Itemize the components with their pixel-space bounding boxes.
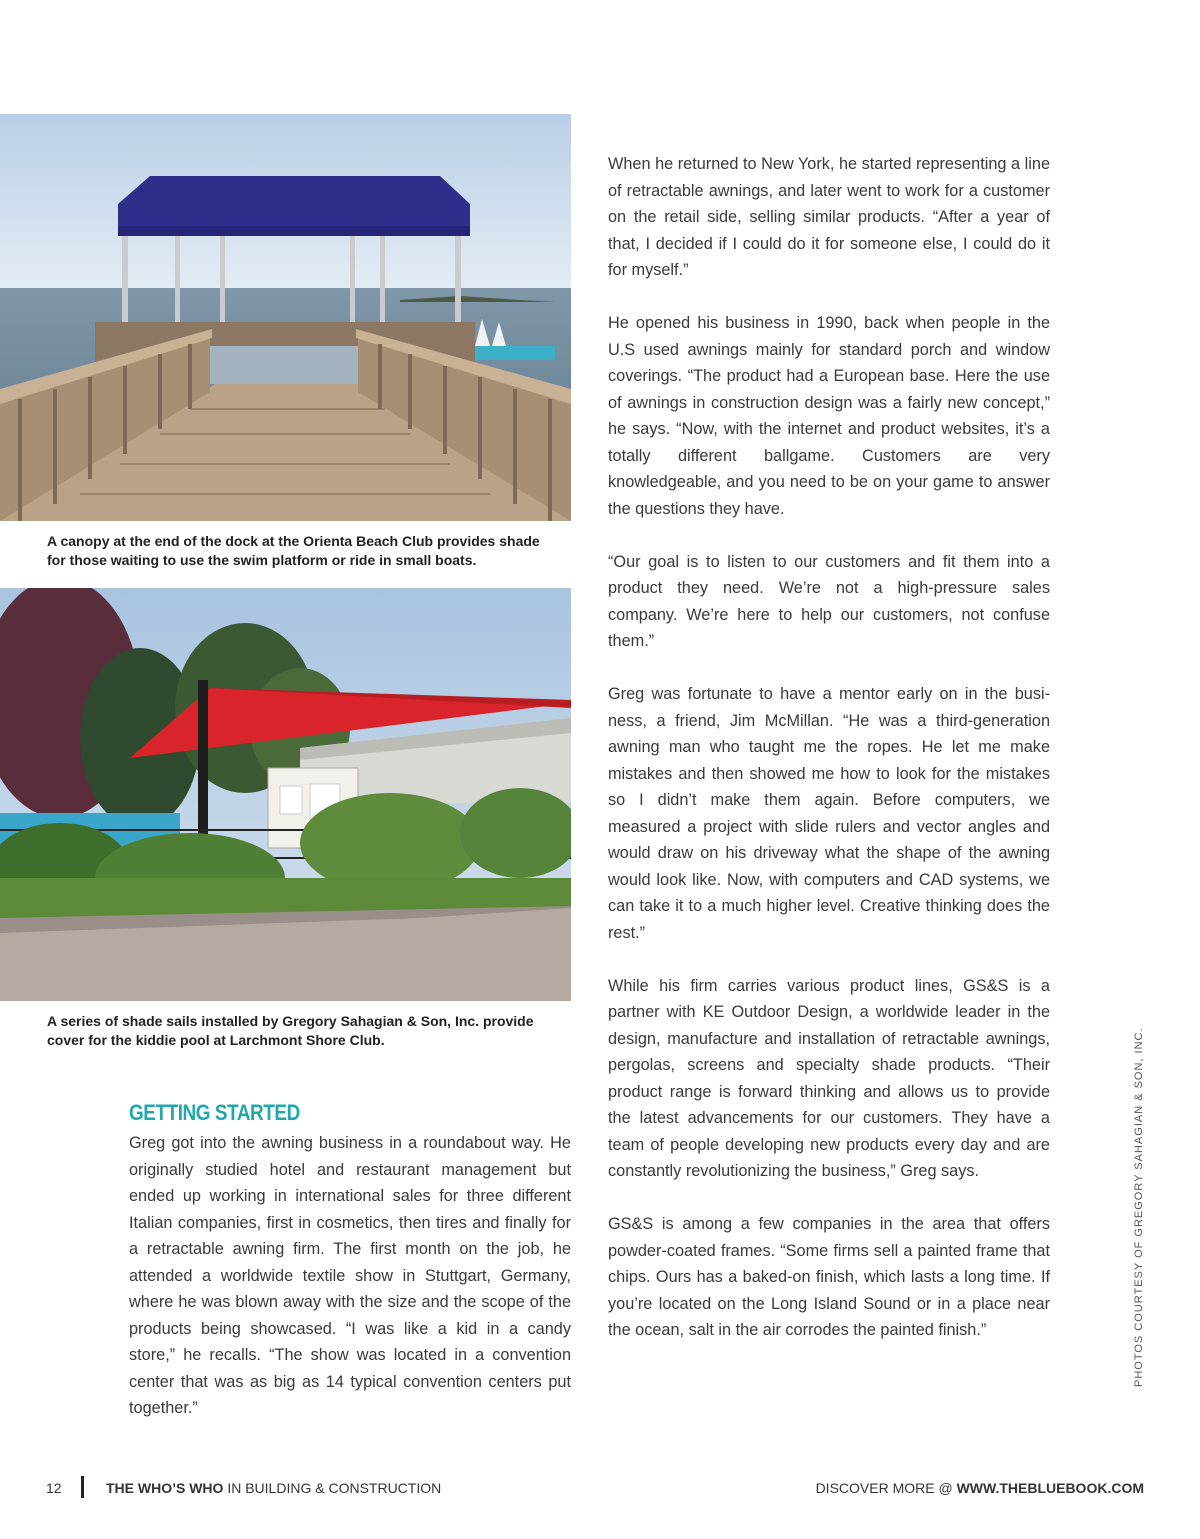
right-column (608, 151, 1050, 1370)
publication-title-bold: THE WHO’S WHO (106, 1480, 224, 1496)
footer-divider (81, 1476, 84, 1498)
discover-prefix: DISCOVER MORE @ (815, 1480, 957, 1496)
section-heading: GETTING STARTED (129, 1100, 300, 1125)
body-paragraph: He opened his business in 1990, back when people in the U.S used awnings mainly for standard porch and window coverings. “The product had a European base. Here the use of awnings in construction design was a fairly new concept,” he says. “Now, with the internet and product websites, it’s a totally different ballgame. Customers are very knowledgeable, and you need to be on your game to answer the questions they have. (608, 314, 1050, 518)
photo-credit: PHOTOS COURTESY OF GREGORY SAHAGIAN & SON, INC. (1133, 1027, 1145, 1387)
dock-canopy-photo (0, 114, 571, 521)
page-number: 12 (46, 1480, 62, 1496)
body-paragraph: Greg was fortunate to have a mentor early on in the business, a friend, Jim McMillan. “He was a third-generation awning man who taught me the ropes. He let me make mistakes and then showed me how to look for the mistakes so I didn’t make them again. Before computers, we measured a project with slide rulers and vector angles and would draw on his driveway what the shape of the awning would look like. Now, with computers and CAD systems, we can take it to a much higher level. Creative thinking does the rest.” (608, 685, 1050, 942)
body-paragraph: GS&S is among a few companies in the area that offers powder-coated frames. “Some firms sell a painted frame that chips. Ours has a baked-on finish, which lasts a long time. If you’re located on the Long Island Sound or in a place near the ocean, salt in the air corrodes the painted finish.” (608, 1215, 1050, 1339)
publication-title-rest: IN BUILDING & CONSTRUCTION (223, 1480, 442, 1496)
publication-title (106, 1480, 441, 1496)
photo-caption-shade-sail: A series of shade sails installed by Gregory Sahagian & Son, Inc. provide cover for the kiddie pool at Larchmont Shore Club. (47, 1013, 534, 1048)
page-footer (0, 1476, 1200, 1500)
body-paragraph: Greg got into the awning business in a roundabout way. He originally studied hotel and restaurant management but ended up working in international sales for three different Italian companies, first in cosmetics, then tires and finally for a retractable awning firm. The first month on the job, he attended a worldwide textile show in Stuttgart, Germany, where he was blown away with the size and the scope of the products being showcased. “I was like a kid in a candy store,” he recalls. “The show was located in a convention center that was as big as 14 typical convention centers put together.” (129, 1134, 571, 1417)
body-paragraph: “Our goal is to listen to our customers and fit them into a product they need. We’re not a high-pressure sales company. We’re here to help our customers, not confuse them.” (608, 552, 1050, 650)
body-paragraph: When he returned to New York, he started representing a line of retractable awnings, and later went to work for a customer on the retail side, selling similar products. “After a year of that, I decided if I could do it for someone else, I could do it for myself.” (608, 155, 1050, 279)
website-link[interactable]: WWW.THEBLUEBOOK.COM (956, 1480, 1144, 1496)
body-paragraph: While his firm carries various product lines, GS&S is a partner with KE Outdoor Design, a worldwide leader in the design, manufacture and installation of retractable awnings, pergolas, screens and specialty shade products. “Their product range is forward thinking and allows us to provide the latest advancements for our customers. They have a team of people developing new products every day and are constantly revolutionizing the business,” Greg says. (608, 976, 1050, 1180)
photo-caption-dock: A canopy at the end of the dock at the Orienta Beach Club provides shade for those waiting to use the swim platform or ride in small boats. (47, 533, 540, 568)
left-column (129, 1130, 571, 1448)
shade-sail-photo (0, 588, 571, 1001)
discover-more (816, 1480, 1144, 1496)
